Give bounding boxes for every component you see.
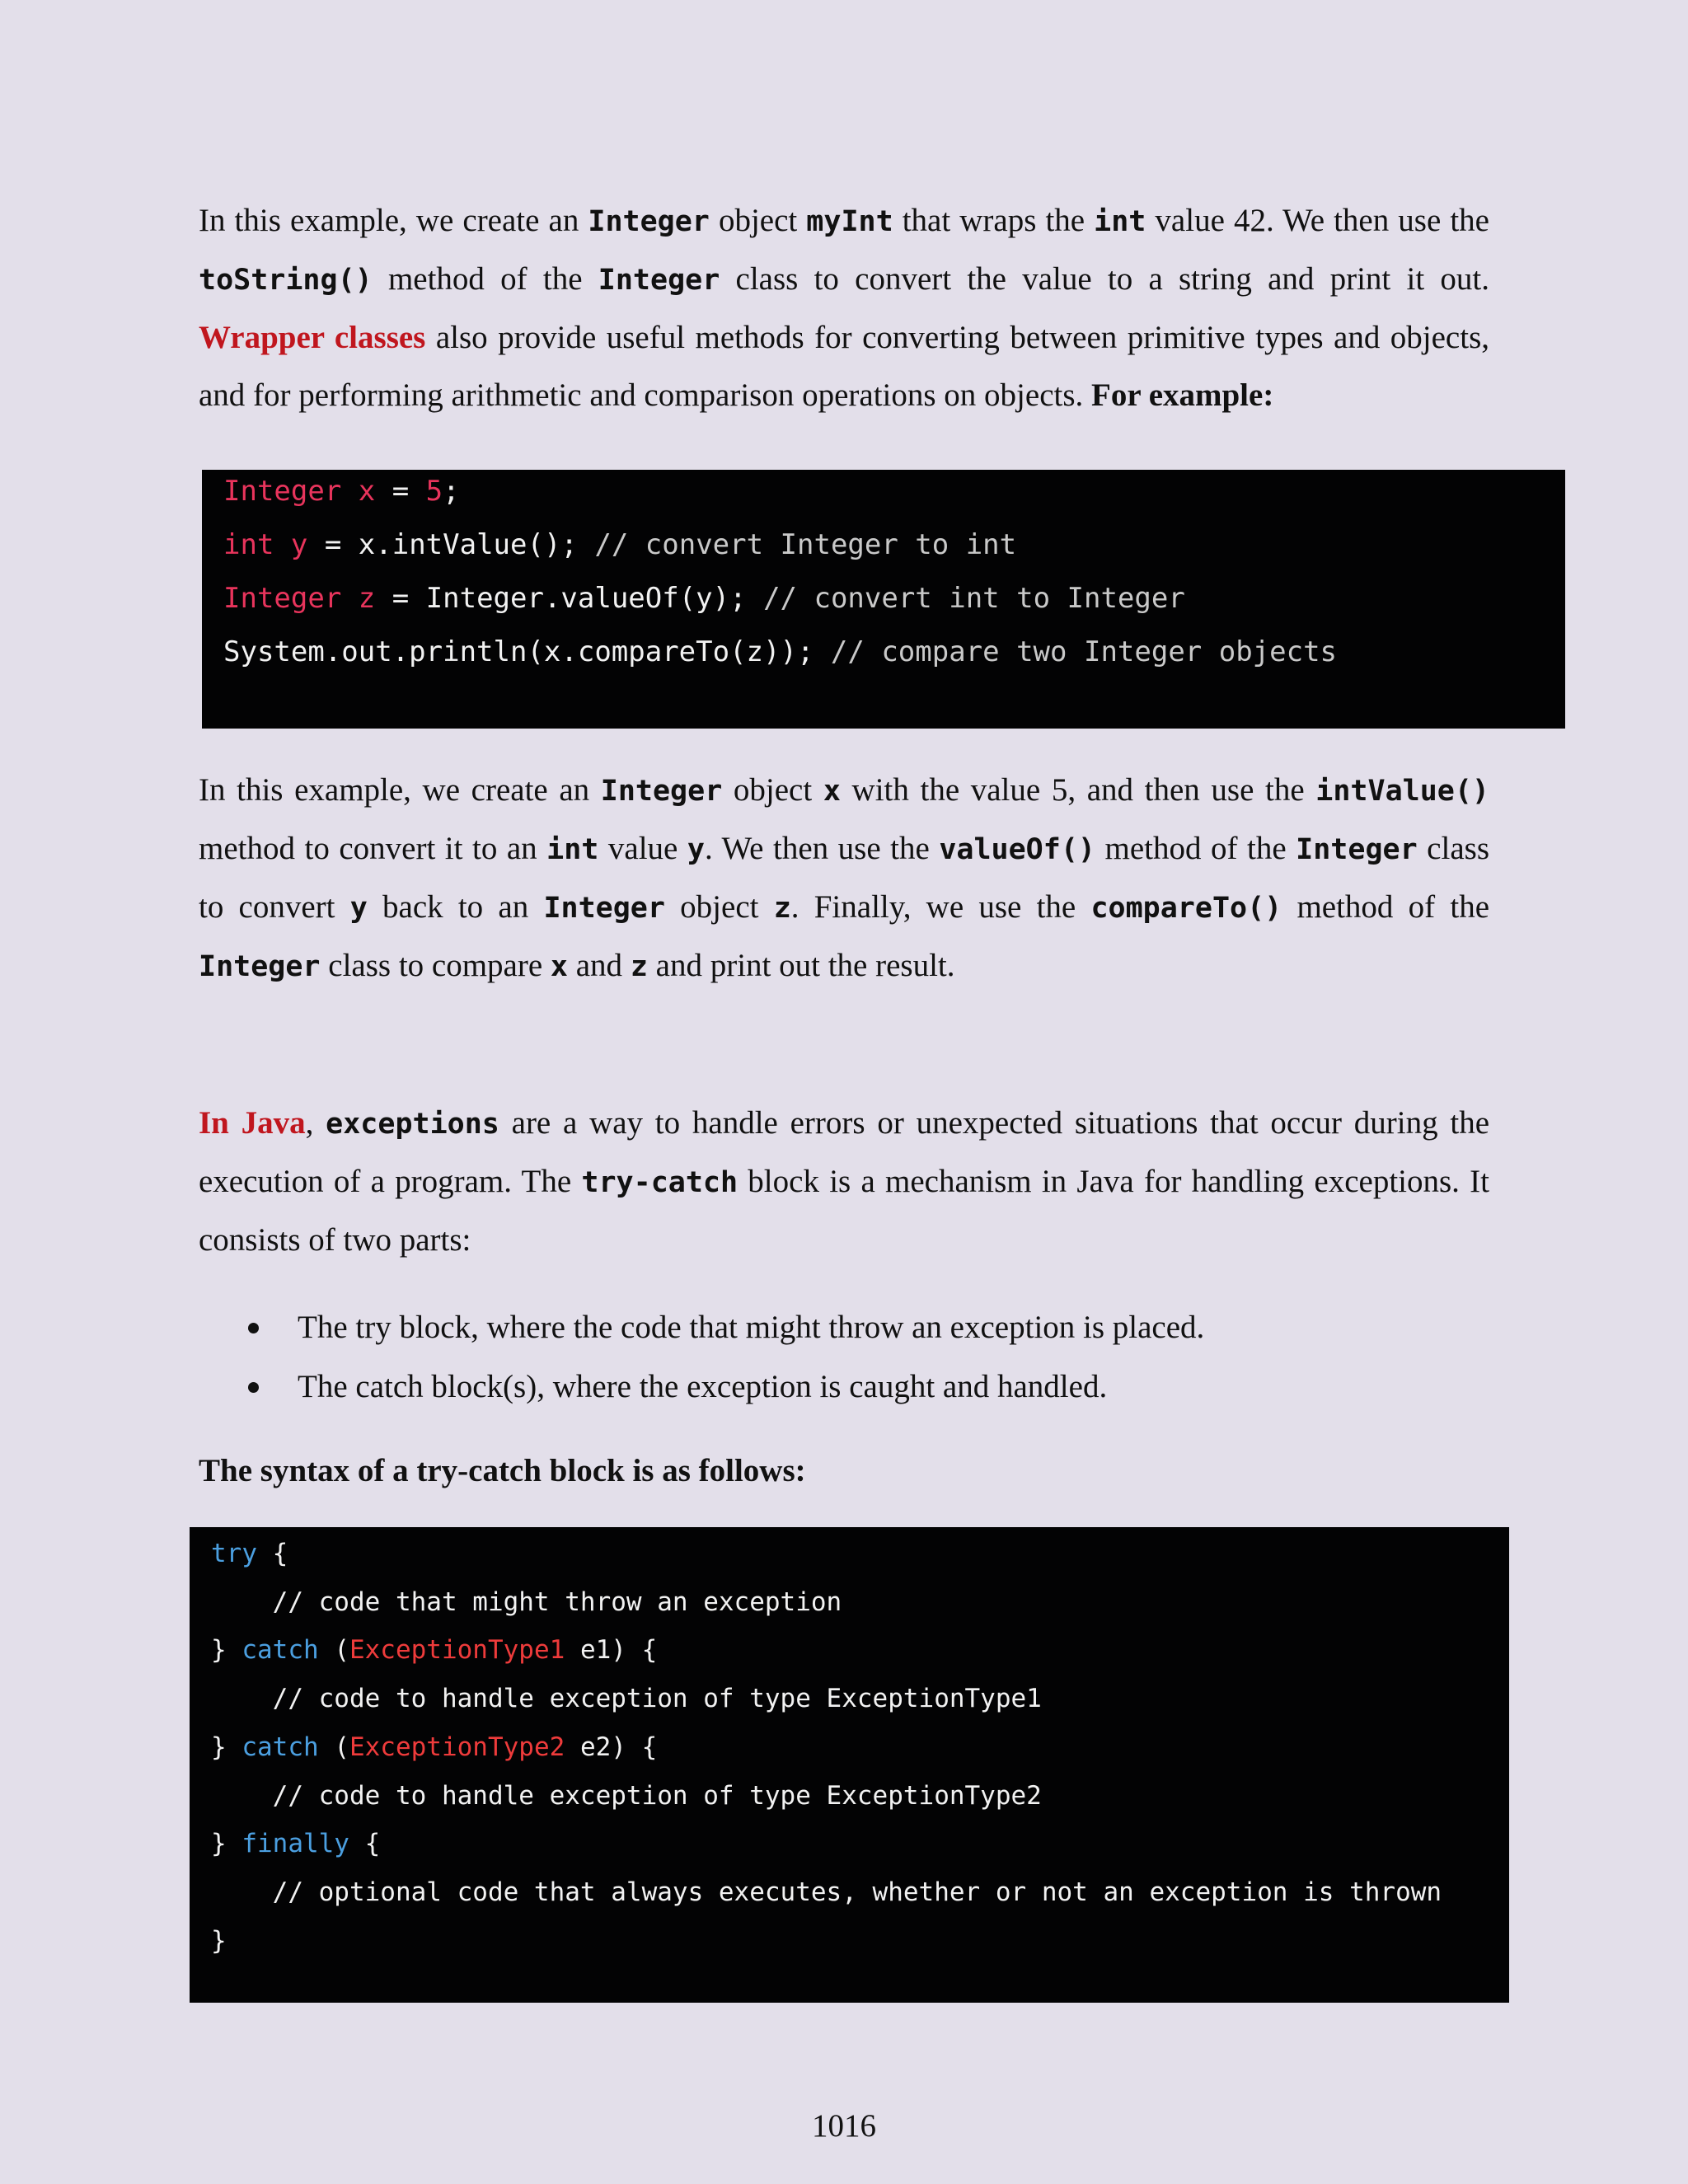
code-keyword: finally xyxy=(241,1829,349,1859)
inline-code: z xyxy=(773,892,791,925)
text: are a way to handle errors or unexpected situations that occur during the execution of a program. The xyxy=(199,1105,1490,1199)
inline-code: compareTo() xyxy=(1090,892,1282,925)
inline-code: Integer xyxy=(600,775,723,808)
code-text: } xyxy=(211,1732,242,1762)
code-type: Integer xyxy=(223,582,342,615)
text: class to convert xyxy=(199,831,1489,925)
inline-code: valueOf() xyxy=(939,833,1095,866)
code-var: z xyxy=(341,582,376,615)
code-block-try-catch xyxy=(190,1527,1509,2003)
text: that wraps the xyxy=(893,203,1095,238)
code-type: int xyxy=(223,528,274,561)
inline-code: x xyxy=(823,775,841,808)
code-type: Integer xyxy=(223,475,342,508)
inline-code: Integer xyxy=(1296,833,1418,866)
code-line xyxy=(223,572,1565,626)
text: back to an xyxy=(367,889,544,925)
text: object xyxy=(709,203,807,238)
inline-code: intValue() xyxy=(1315,775,1489,808)
inline-code: Integer xyxy=(199,950,321,983)
text: method to convert it to an xyxy=(199,831,547,866)
code-text: = x.intValue(); xyxy=(307,528,595,561)
inline-code: x xyxy=(550,950,568,983)
code-line: // code to handle exception of type ExceptionType2 xyxy=(211,1780,1042,1811)
highlight-term: In Java xyxy=(199,1105,306,1141)
text: block is a mechanism in Java for handling exceptions. It consists of two parts: xyxy=(199,1164,1489,1258)
text: class to compare xyxy=(320,948,551,983)
code-line xyxy=(223,518,1565,572)
inline-code: Integer xyxy=(543,892,665,925)
code-exception-type: ExceptionType2 xyxy=(349,1732,565,1762)
text: value 42. We then use the xyxy=(1146,203,1489,238)
list-item xyxy=(199,1298,1489,1357)
code-text: ; xyxy=(443,475,460,508)
text: class to convert the value to a string and print it out. xyxy=(720,261,1489,297)
inline-code: int xyxy=(1094,205,1146,238)
code-var: x xyxy=(341,475,376,508)
text: with the value 5, and then use the xyxy=(840,772,1316,808)
text: and xyxy=(568,948,631,983)
code-line: // code that might throw an exception xyxy=(211,1586,842,1617)
code-line xyxy=(223,465,1565,518)
list-item-text: The try block, where the code that might throw an exception is placed. xyxy=(298,1310,1205,1345)
inline-code: y xyxy=(687,833,705,866)
text: object xyxy=(664,889,774,925)
code-text: } xyxy=(211,1829,242,1859)
text: . Finally, we use the xyxy=(790,889,1091,925)
code-keyword: catch xyxy=(241,1732,319,1762)
code-line xyxy=(223,626,1565,679)
code-text: = Integer.valueOf(y); xyxy=(375,582,764,615)
code-text: System.out.println(x.compareTo(z)); xyxy=(223,635,831,668)
inline-code: z xyxy=(630,950,648,983)
code-text: { xyxy=(257,1539,288,1568)
inline-code: try-catch xyxy=(581,1166,738,1199)
bullet-list xyxy=(199,1298,1489,1417)
code-line xyxy=(211,1723,1509,1772)
code-line xyxy=(211,1820,1509,1868)
text: method of the xyxy=(1095,831,1296,866)
code-line xyxy=(211,1530,1509,1578)
inline-code: int xyxy=(546,833,599,866)
text: value xyxy=(598,831,687,866)
code-text: { xyxy=(349,1829,381,1859)
code-keyword: catch xyxy=(241,1635,319,1666)
inline-code: Integer xyxy=(588,205,710,238)
code-line: } xyxy=(211,1925,227,1956)
inline-code: myInt xyxy=(806,205,893,238)
code-text: ( xyxy=(318,1635,349,1666)
text: In this example, we create an xyxy=(199,203,588,238)
inline-code: exceptions xyxy=(326,1108,499,1141)
text: method of the xyxy=(372,261,598,297)
code-comment: // convert Integer to int xyxy=(594,528,1017,561)
code-text: e1) { xyxy=(565,1635,658,1666)
inline-code: toString() xyxy=(199,264,373,297)
text: method of the xyxy=(1282,889,1489,925)
page-number: 1016 xyxy=(812,2108,876,2144)
text: . We then use the xyxy=(704,831,940,866)
code-comment: // convert int to Integer xyxy=(763,582,1185,615)
code-text: = xyxy=(375,475,426,508)
text: , xyxy=(305,1105,326,1141)
code-comment: // compare two Integer objects xyxy=(830,635,1338,668)
code-line: // optional code that always executes, whether or not an exception is thrown xyxy=(211,1877,1442,1907)
syntax-heading: The syntax of a try-catch block is as follows: xyxy=(199,1453,806,1488)
paragraph-wrapper-intro xyxy=(199,192,1489,424)
code-block-integer-example xyxy=(202,470,1565,729)
bullet-icon xyxy=(248,1323,259,1333)
text: In this example, we create an xyxy=(199,772,601,808)
code-var: y xyxy=(274,528,308,561)
code-line: // code to handle exception of type ExceptionType1 xyxy=(211,1684,1042,1714)
code-text: ( xyxy=(318,1732,349,1762)
code-number: 5 xyxy=(425,475,443,508)
text: and print out the result. xyxy=(647,948,955,983)
code-exception-type: ExceptionType1 xyxy=(349,1635,565,1666)
inline-code: y xyxy=(349,892,368,925)
text: object xyxy=(722,772,823,808)
code-text: } xyxy=(211,1635,242,1666)
highlight-term: Wrapper classes xyxy=(199,320,426,355)
text: also provide useful methods for converting between primitive types and objects, and for performing arithmetic and comparison operations on objects. xyxy=(199,320,1490,413)
code-keyword: try xyxy=(211,1539,257,1568)
bold-label: For example: xyxy=(1091,377,1274,413)
code-line xyxy=(211,1626,1509,1675)
list-item xyxy=(199,1357,1489,1417)
paragraph-integer-explanation xyxy=(199,762,1489,996)
code-text: e2) { xyxy=(565,1732,658,1762)
inline-code: Integer xyxy=(598,264,720,297)
bullet-icon xyxy=(248,1382,259,1393)
list-item-text: The catch block(s), where the exception is caught and handled. xyxy=(298,1369,1108,1404)
paragraph-exceptions-intro xyxy=(199,1094,1489,1269)
